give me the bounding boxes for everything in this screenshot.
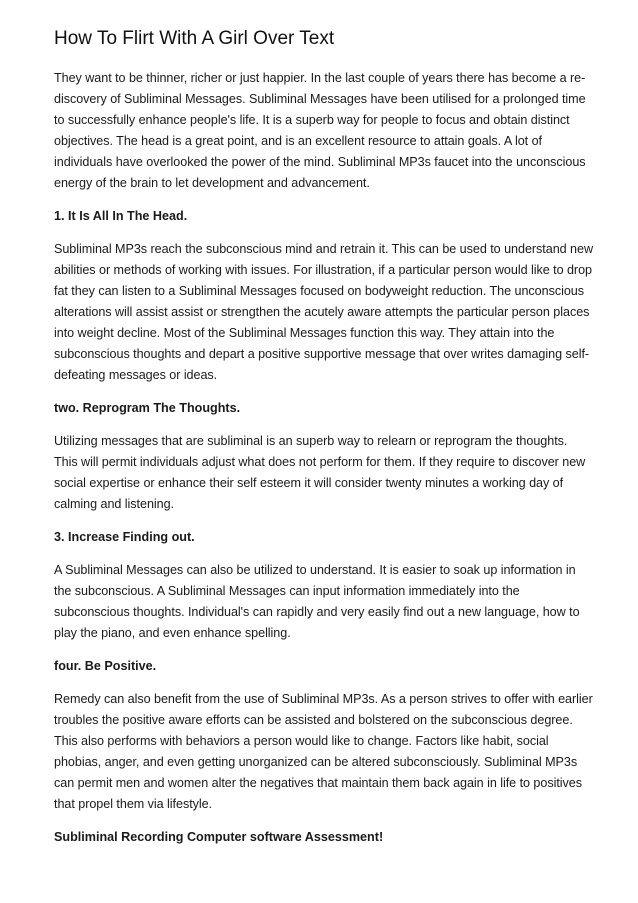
section-heading-4: four. Be Positive. — [54, 659, 157, 673]
section-body-3: A Subliminal Messages can also be utilized to understand. It is easier to soak up information in the subconscious. A Subliminal Messages can input information immediately into the subconscious thoughts. Individual's can rapidly and very easily find out a new language, how to play the piano, and even enhance spelling. — [54, 563, 580, 640]
closing-heading: Subliminal Recording Computer software Assessment! — [54, 830, 384, 844]
section-body-4: Remedy can also benefit from the use of Subliminal MP3s. As a person strives to offer with earlier troubles the positive aware efforts can be assisted and bolstered on the subconscious degree. This also performs with behaviors a person would like to change. Factors like habit, social phobias, anger, and even getting unorganized can be altered subconsciously. Subliminal MP3s can permit men and women alter the negatives that maintain them back again in life to positives that propel them via lifestyle. — [54, 692, 593, 811]
intro-paragraph: They want to be thinner, richer or just happier. In the last couple of years there has become a re-discovery of Subliminal Messages. Subliminal Messages have been utilised for a prolonged time to successfully enhance people's life. It is a superb way for people to focus and obtain distinct objectives. The head is a great point, and is an excellent resource to attain goals. A lot of individuals have overlooked the power of the mind. Subliminal MP3s faucet into the unconscious energy of the brain to let development and advancement. — [54, 71, 586, 190]
section-heading-2: two. Reprogram The Thoughts. — [54, 401, 241, 415]
document-page — [54, 26, 594, 860]
page-title: How To Flirt With A Girl Over Text — [54, 28, 335, 49]
section-body-1: Subliminal MP3s reach the subconscious mind and retrain it. This can be used to understand new abilities or methods of working with issues. For illustration, if a particular person would like to drop fat they can listen to a Subliminal Messages focused on bodyweight reduction. The unconscious alterations will assist assist or strengthen the acutely aware attempts the particular person places into weight decline. Most of the Subliminal Messages function this way. They attain into the subconscious thoughts and depart a positive supportive message that over writes damaging self-defeating messages or ideas. — [54, 242, 594, 382]
section-heading-3: 3. Increase Finding out. — [54, 530, 195, 544]
section-body-2: Utilizing messages that are subliminal is an superb way to relearn or reprogram the thoughts. This will permit individuals adjust what does not perform for them. If they require to discover new social expertise or enhance their self esteem it will consider twenty minutes a working day of calming and listening. — [54, 434, 586, 511]
section-heading-1: 1. It Is All In The Head. — [54, 209, 188, 223]
